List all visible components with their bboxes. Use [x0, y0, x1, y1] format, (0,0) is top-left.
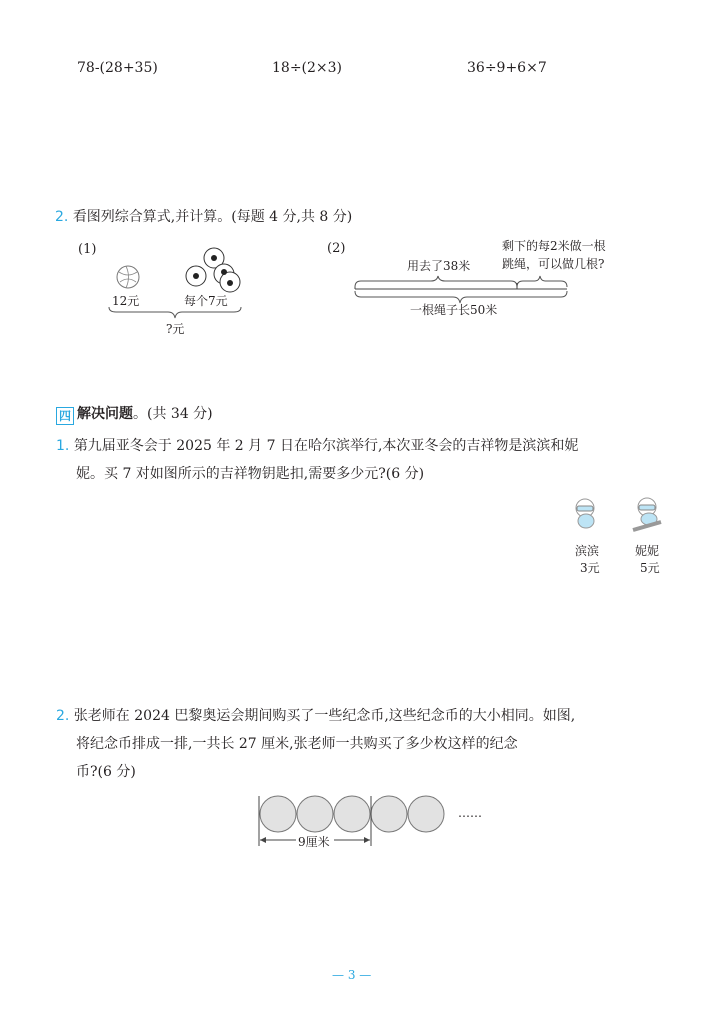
soccer-price: 每个7元 [184, 294, 228, 308]
question-number: 2. [56, 708, 70, 724]
figure-label: (2) [327, 241, 346, 256]
section-score: 。(共 34 分) [133, 406, 213, 422]
mascot-figure [565, 496, 675, 586]
total-price: ?元 [166, 322, 185, 336]
question-text: 看图列综合算式,并计算。(每题 4 分,共 8 分) [72, 209, 353, 225]
section-4-header [56, 400, 213, 428]
figure-1 [70, 240, 260, 340]
expression-1: 78-(28+35) [77, 60, 158, 76]
coin-measure: 9厘米 [298, 835, 330, 849]
mascot-binbin-icon [569, 496, 605, 532]
expression-3: 36÷9+6×7 [467, 60, 547, 76]
soccer-balls-icon [182, 246, 242, 294]
section-badge: 四 [56, 407, 74, 425]
mascot-price: 5元 [640, 561, 660, 575]
section-title: 解决问题 [77, 406, 133, 422]
ellipsis: …… [458, 806, 482, 820]
expression-2: 18÷(2×3) [272, 60, 343, 76]
remain-text-2: 跳绳，可以做几根? [502, 257, 605, 271]
coins-icon [256, 794, 456, 849]
mascot-price: 3元 [580, 561, 600, 575]
coins-figure [256, 794, 496, 854]
question-line: 第九届亚冬会于 2025 年 2 月 7 日在哈尔滨举行,本次亚冬会的吉祥物是滨滨和妮 [73, 438, 579, 454]
used-length: 用去了38米 [407, 259, 471, 273]
remain-text-1: 剩下的每2米做一根 [502, 239, 606, 253]
basketball-icon [115, 264, 141, 290]
mascot-name: 妮妮 [635, 544, 660, 558]
question-line: 将纪念币排成一排,一共长 27 厘米,张老师一共购买了多少枚这样的纪念 [76, 736, 518, 752]
question-line: 币?(6 分) [76, 764, 136, 780]
figure-2 [325, 235, 645, 320]
question-line: 妮。买 7 对如图所示的吉祥物钥匙扣,需要多少元?(6 分) [76, 466, 425, 482]
ball-price: 12元 [112, 294, 140, 308]
figure-label: (1) [78, 242, 97, 257]
total-length: 一根绳子长50米 [410, 303, 498, 317]
brace-icon [108, 306, 242, 320]
mascot-name: 滨滨 [575, 544, 600, 558]
question-4-1 [56, 432, 676, 488]
question-2-header [55, 203, 352, 231]
question-4-2 [56, 702, 676, 786]
page-number: — 3 — [332, 968, 372, 982]
question-number: 2. [55, 209, 69, 225]
mascot-nini-icon [629, 496, 665, 534]
question-number: 1. [56, 438, 70, 454]
question-line: 张老师在 2024 巴黎奥运会期间购买了一些纪念币,这些纪念币的大小相同。如图, [73, 708, 576, 724]
